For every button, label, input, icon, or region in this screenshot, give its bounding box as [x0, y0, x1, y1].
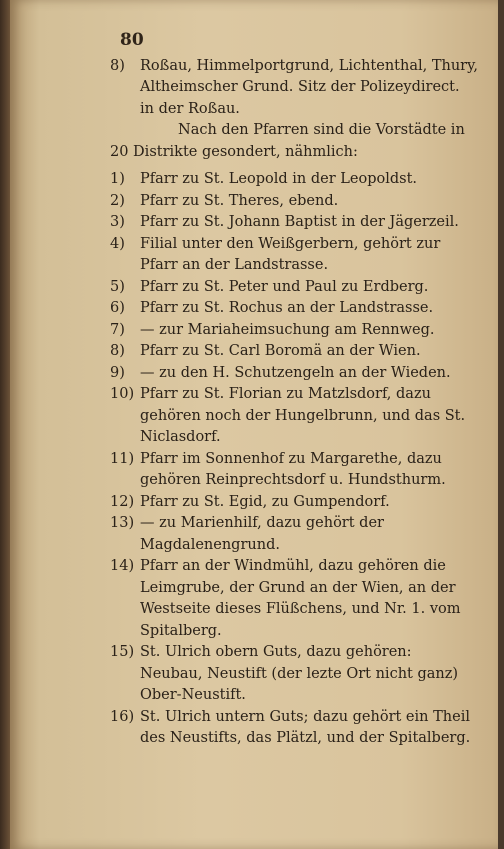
page-number: 80 [120, 30, 144, 50]
district-entry-8-top [110, 56, 478, 121]
entry-number: 7) [110, 321, 125, 338]
list-item [110, 363, 478, 385]
entry-number: 12) [110, 493, 135, 510]
page-text [110, 30, 478, 750]
entry-text: — zur Mariaheimsuchung am Rennweg. [140, 321, 435, 338]
entry-number: 8) [110, 57, 125, 74]
list-item [110, 642, 478, 707]
entry-text: Pfarr zu St. Johann Baptist in der Jägerzeil. [140, 214, 459, 230]
entry-number: 8) [110, 343, 125, 359]
entry-number: 4) [110, 235, 125, 252]
entry-number: 15) [110, 644, 135, 660]
list-item [110, 277, 478, 299]
entry-number: 5) [110, 278, 125, 295]
entry-number: 1) [110, 171, 125, 187]
list-item [110, 556, 478, 642]
book-page [10, 0, 498, 849]
entry-text: St. Ulrich untern Guts; dazu gehört ein Theil des Neustifts, das Plätzl, und der Spitalberg. [140, 708, 471, 746]
entry-text: Roßau, Himmelportgrund, Lichtenthal, Thury, Altheimscher Grund. Sitz der Polizeydirect. in der Roßau. [140, 57, 478, 117]
list-item [110, 341, 478, 363]
entry-text: Pfarr zu St. Peter und Paul zu Erdberg. [140, 278, 429, 295]
list-item [110, 320, 478, 342]
intro-paragraph [110, 120, 478, 163]
intro-line-1: Nach den Pfarren sind die Vorstädte in [178, 122, 465, 138]
entry-text: Pfarr zu St. Rochus an der Landstrasse. [140, 300, 434, 316]
list-item [110, 707, 478, 750]
entry-number: 10) [110, 386, 135, 402]
entry-text: Filial unter den Weißgerbern, gehört zur Pfarr an der Landstrasse. [140, 235, 441, 273]
intro-line-2: 20 Distrikte gesondert, nähmlich: [110, 143, 358, 160]
entry-number: 3) [110, 214, 125, 230]
list-item [110, 384, 478, 449]
list-item [110, 234, 478, 277]
list-item [110, 513, 478, 556]
entry-number: 14) [110, 558, 135, 574]
list-item [110, 298, 478, 320]
entry-text: Pfarr zu St. Theres, ebend. [140, 192, 339, 209]
book-spine [0, 0, 10, 849]
entry-number: 9) [110, 364, 125, 381]
list-item [110, 492, 478, 514]
entry-number: 13) [110, 515, 135, 531]
entry-text: Pfarr an der Windmühl, dazu gehören die Leimgrube, der Grund an der Wien, an der Westseite dieses Flüßchens, und Nr. 1. vom Spitalberg. [140, 558, 461, 639]
entry-number: 6) [110, 300, 125, 316]
list-item [110, 169, 478, 191]
entry-text: Pfarr im Sonnenhof zu Margarethe, dazu gehören Reinprechtsdorf u. Hundsthurm. [140, 450, 446, 488]
entry-number: 11) [110, 450, 135, 467]
list-item [110, 449, 478, 492]
entry-text: Pfarr zu St. Egid, zu Gumpendorf. [140, 493, 390, 510]
entry-text: St. Ulrich obern Guts, dazu gehören: Neubau, Neustift (der lezte Ort nicht ganz) Ober-Neustift. [140, 644, 459, 703]
entry-number: 16) [110, 708, 135, 725]
entry-number: 2) [110, 192, 125, 209]
entry-text: — zu den H. Schutzengeln an der Wieden. [140, 364, 451, 381]
entry-text: — zu Marienhilf, dazu gehört der Magdalenengrund. [140, 515, 384, 553]
entry-text: Pfarr zu St. Leopold in der Leopoldst. [140, 171, 418, 187]
entry-text: Pfarr zu St. Florian zu Matzlsdorf, dazu gehören noch der Hungelbrunn, und das St. Niclasdorf. [140, 386, 466, 445]
district-list [110, 169, 478, 750]
list-item [110, 212, 478, 234]
entry-text: Pfarr zu St. Carl Boromä an der Wien. [140, 343, 421, 359]
list-item [110, 191, 478, 213]
